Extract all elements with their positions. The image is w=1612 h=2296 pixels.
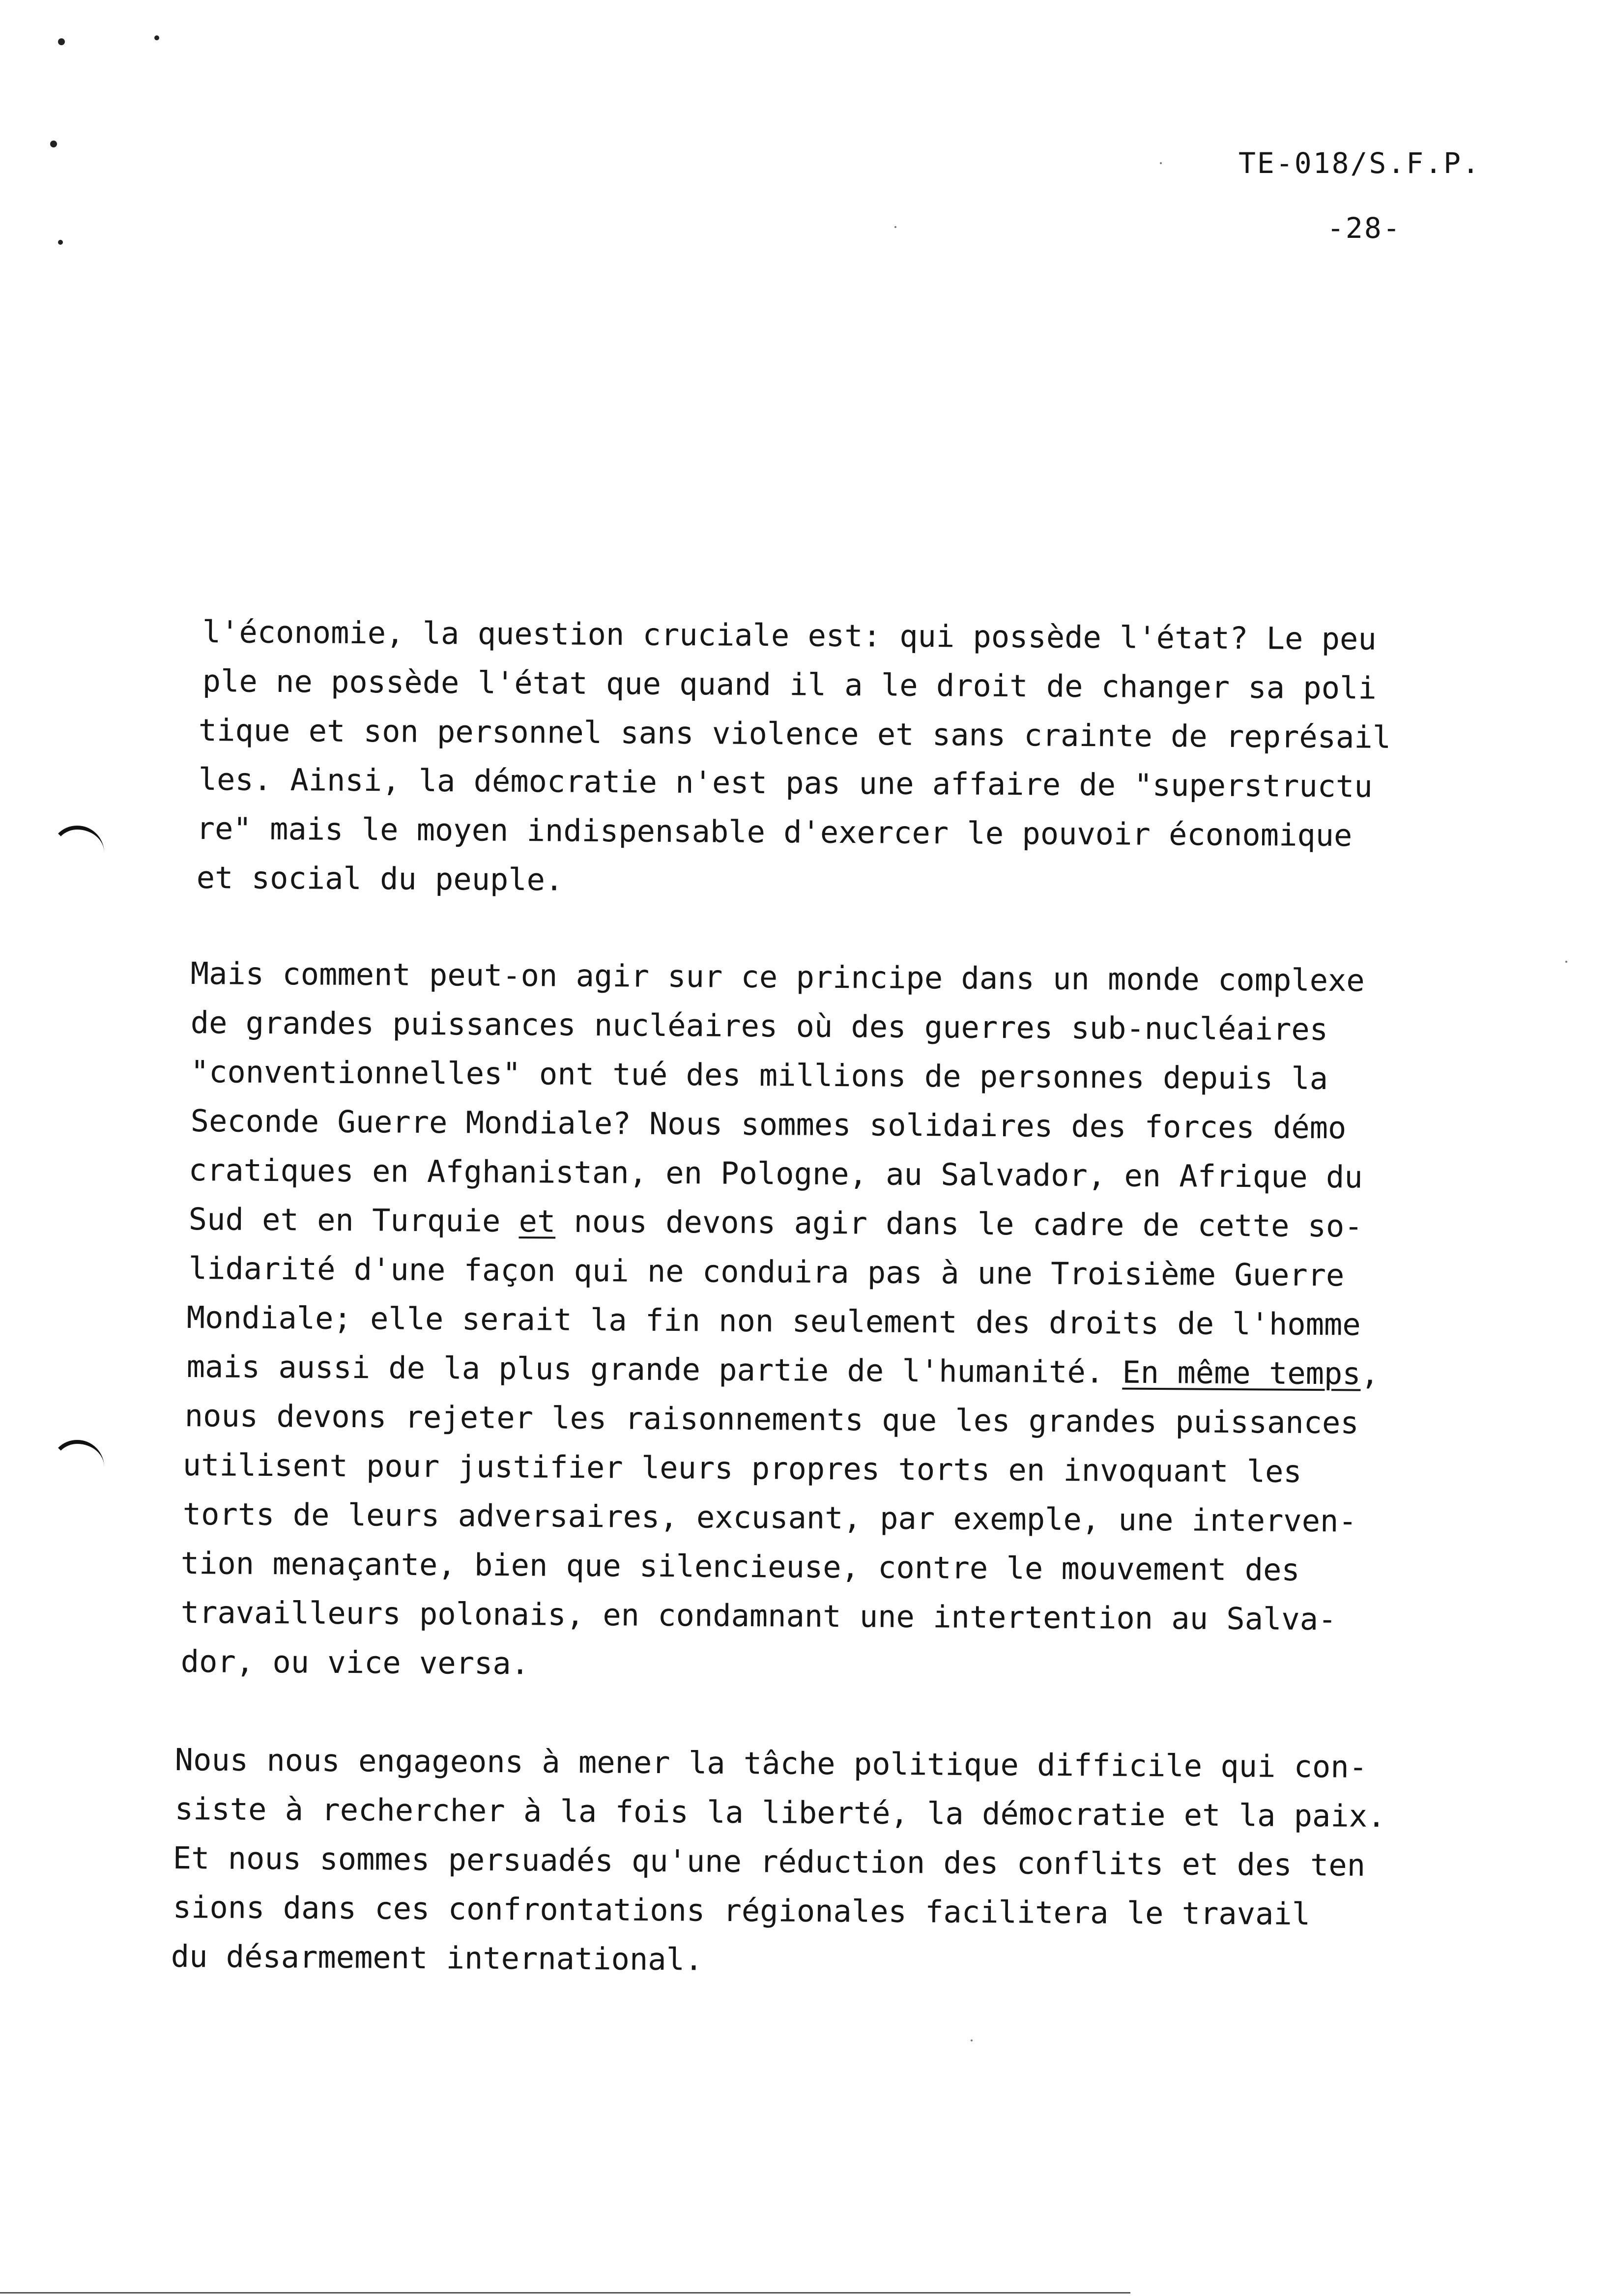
document-reference: TE-018/S.F.P.	[1238, 146, 1481, 180]
text-line: torts de leurs adversaires, excusant, par exemple, une interven-	[182, 1496, 1357, 1539]
text-line: ple ne possède l'état que quand il a le droit de changer sa poli	[202, 663, 1377, 706]
punch-hole	[50, 141, 57, 147]
text-line: de grandes puissances nucléaires où des guerres sub-nucléaires	[190, 1004, 1328, 1048]
text-line: siste à rechercher à la fois la liberté, la démocratie et la paix.	[174, 1791, 1386, 1835]
scan-speck	[971, 2039, 973, 2041]
text-line: dor, ou vice versa.	[180, 1643, 530, 1682]
margin-mark	[50, 1440, 104, 1474]
text-line: Mais comment peut-on agir sur ce principe dans un monde complexe	[190, 955, 1365, 999]
underlined-phrase: et	[518, 1203, 556, 1239]
text-line: l'économie, la question cruciale est: qui possède l'état? Le peu	[202, 614, 1377, 657]
text-line: Et nous sommes persuadés qu'une réduction des conflits et des ten	[173, 1840, 1366, 1883]
text-line: sions dans ces confrontations régionales facilitera le travail	[173, 1889, 1311, 1932]
punch-hole	[58, 38, 65, 45]
text-line: et social du peuple.	[196, 860, 564, 898]
underlined-phrase: En même temps	[1122, 1354, 1361, 1392]
text-line: tique et son personnel sans violence et sans crainte de représail	[198, 712, 1391, 755]
page-number: -28-	[1327, 211, 1402, 245]
text-line: nous devons rejeter les raisonnements que les grandes puissances	[184, 1398, 1359, 1441]
text-line: utilisent pour justifier leurs propres torts en invoquant les	[182, 1447, 1302, 1490]
text-line: Mondiale; elle serait la fin non seulement des droits de l'homme	[186, 1299, 1361, 1343]
scan-speck	[1160, 162, 1162, 164]
text-line: Seconde Guerre Mondiale? Nous sommes solidaires des forces démo	[190, 1103, 1347, 1146]
bottom-edge-line	[0, 2292, 1130, 2294]
text-line: tion menaçante, bien que silencieuse, contre le mouvement des	[180, 1545, 1300, 1588]
punch-hole	[154, 35, 159, 40]
margin-mark	[50, 826, 104, 860]
text-line: Sud et en Turquie et nous devons agir dans le cadre de cette so-	[188, 1201, 1363, 1244]
text-line: Nous nous engageons à mener la tâche politique difficile qui con-	[174, 1742, 1368, 1785]
text-line: du désarmement international.	[171, 1938, 703, 1978]
text-line: re" mais le moyen indispensable d'exercer le pouvoir économique	[196, 810, 1353, 854]
scan-speck	[894, 226, 896, 228]
text-line: lidarité d'une façon qui ne conduira pas à une Troisième Guerre	[188, 1250, 1345, 1293]
text-line: les. Ainsi, la démocratie n'est pas une affaire de "superstructu	[198, 761, 1373, 804]
text-line: mais aussi de la plus grande partie de l'humanité. En même temps,	[186, 1349, 1380, 1392]
scan-speck	[1565, 961, 1567, 963]
text-line: "conventionnelles" ont tué des millions de personnes depuis la	[190, 1054, 1328, 1097]
text-line: cratiques en Afghanistan, en Pologne, au Salvador, en Afrique du	[188, 1152, 1363, 1195]
punch-hole	[58, 240, 63, 245]
text-line: travailleurs polonais, en condamnant une intertention au Salva-	[180, 1594, 1337, 1637]
